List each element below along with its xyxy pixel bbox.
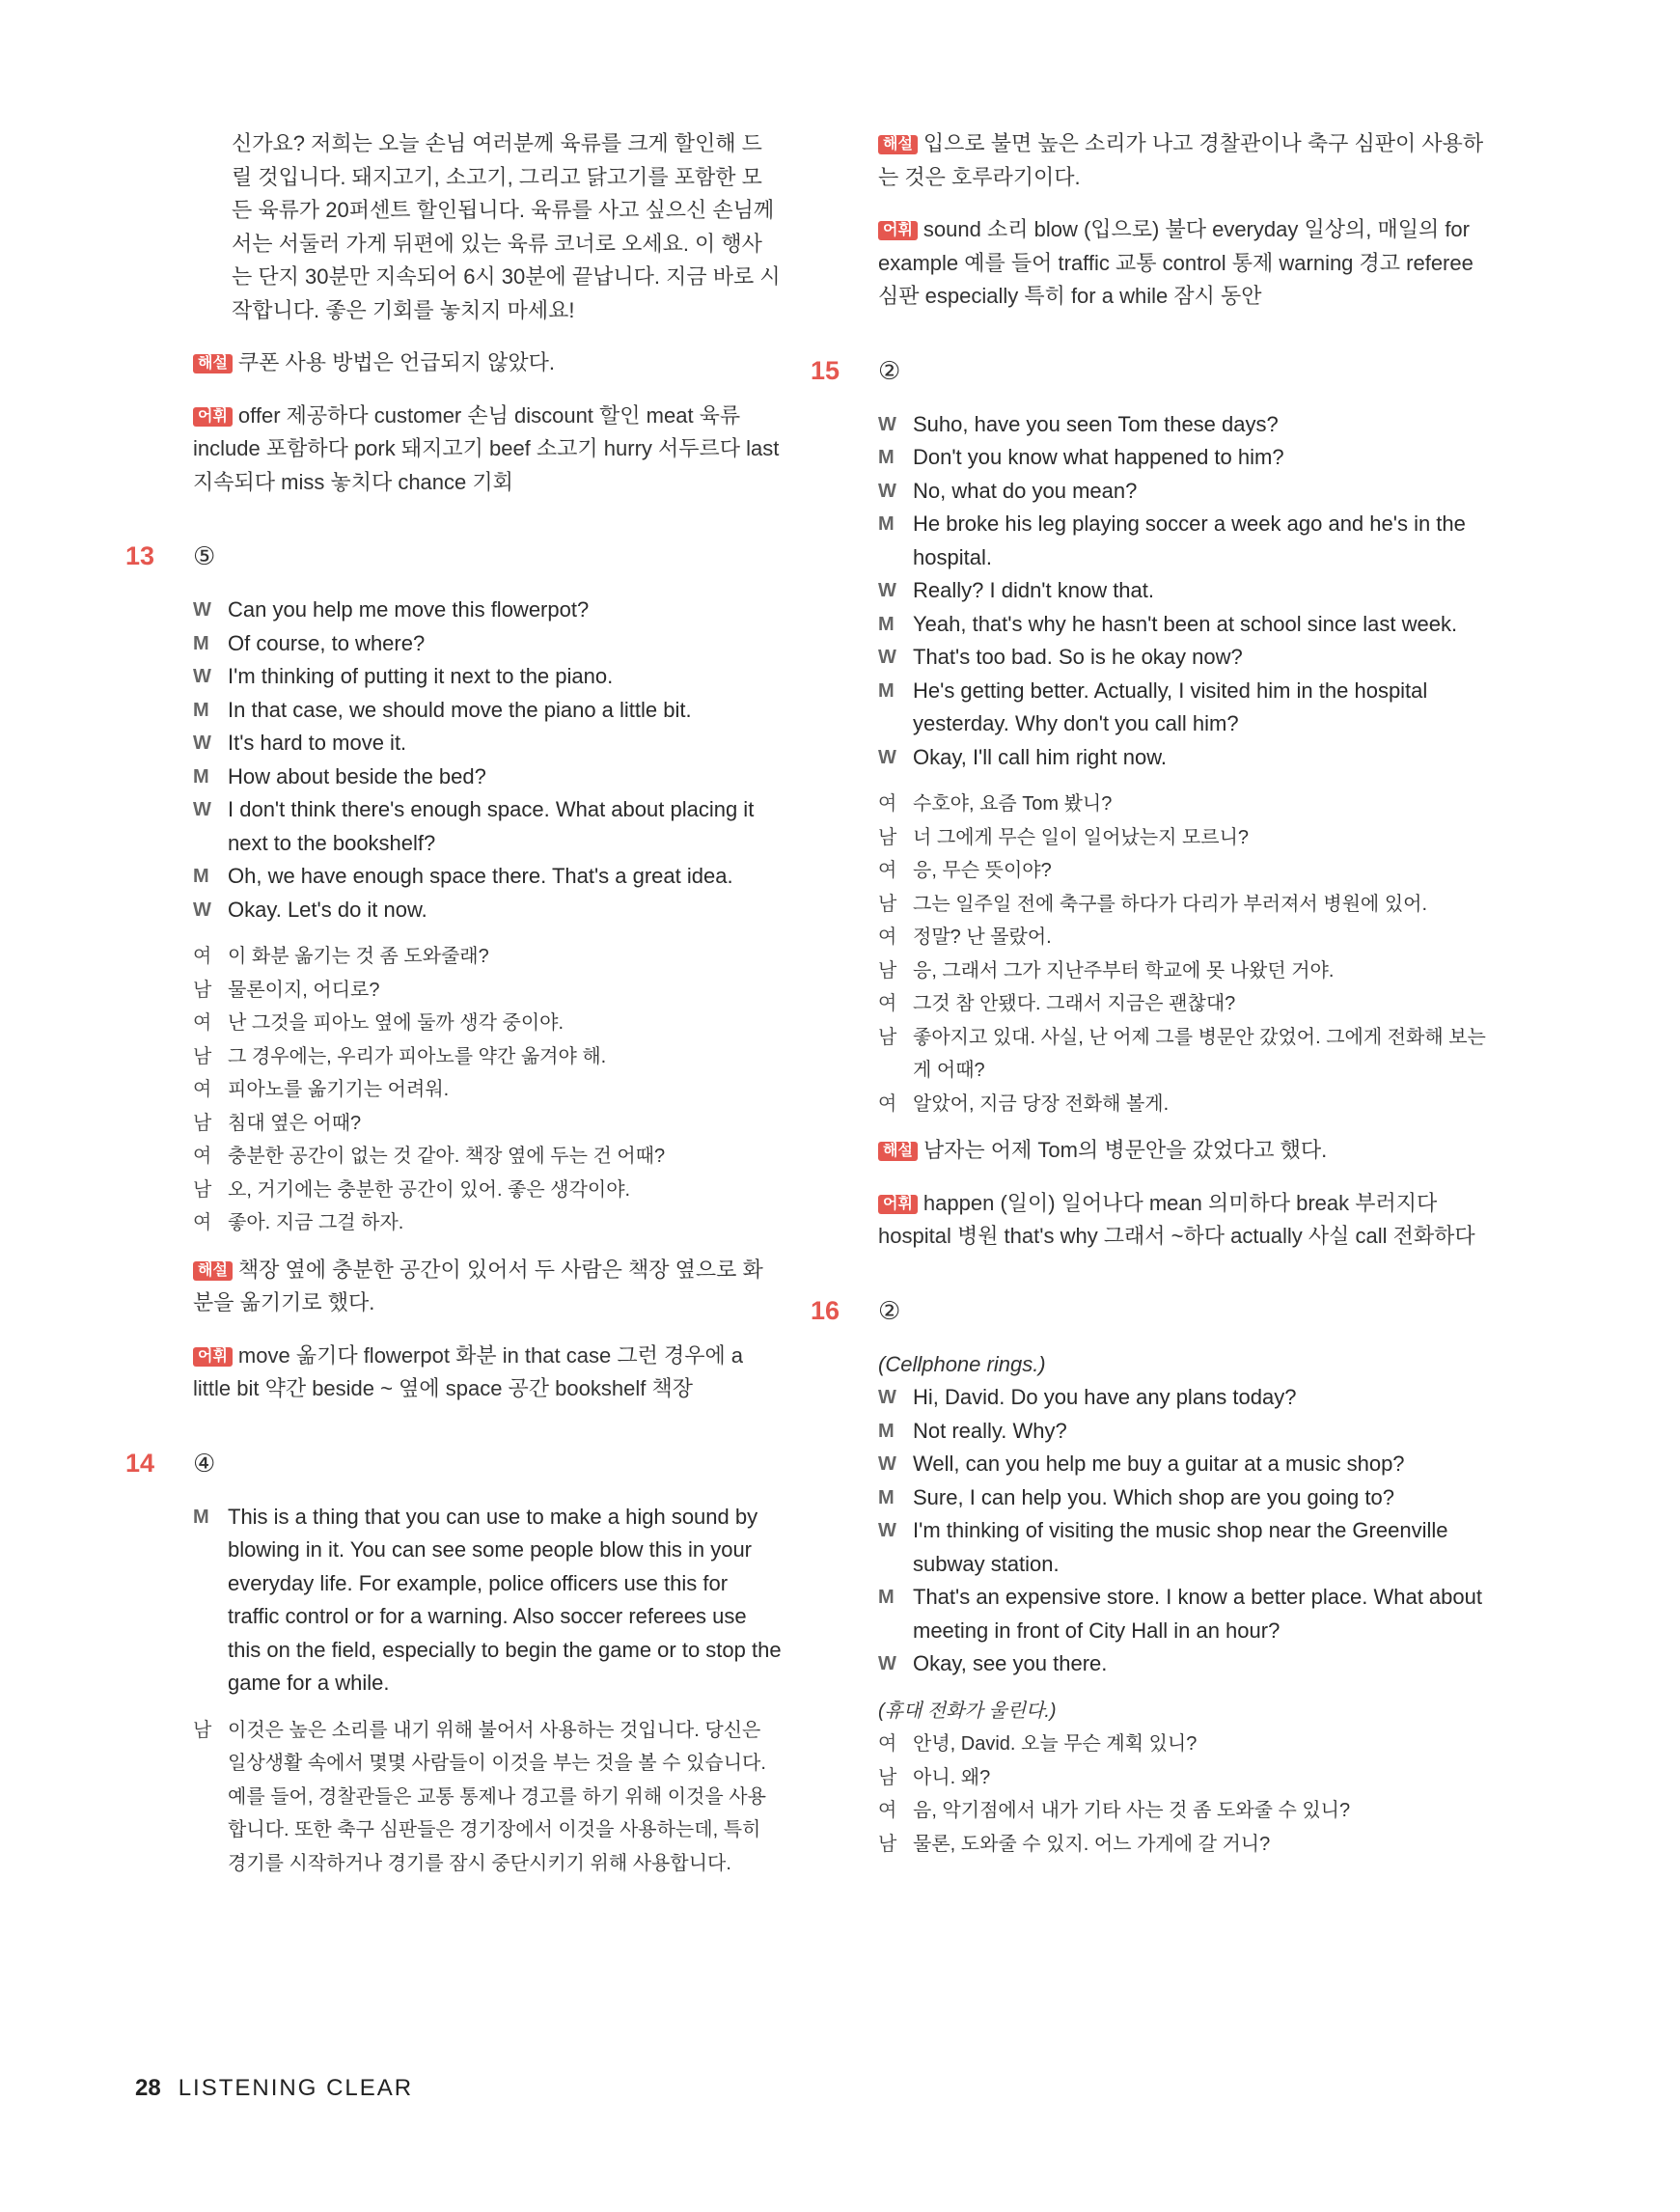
answer-choice: ⑤ bbox=[193, 541, 216, 570]
answer-choice: ② bbox=[878, 1295, 901, 1325]
speaker-label: W bbox=[193, 733, 211, 754]
line-text: He broke his leg playing soccer a week ago and he's in the hospital. bbox=[913, 512, 1466, 569]
line-text: Oh, we have enough space there. That's a great idea. bbox=[228, 864, 733, 888]
line-text: 물론, 도와줄 수 있지. 어느 가게에 갈 거니? bbox=[913, 1833, 1271, 1855]
speaker-label: 여 bbox=[878, 1733, 897, 1755]
translation-line bbox=[878, 821, 1486, 855]
line-text: I'm thinking of putting it next to the piano. bbox=[228, 664, 614, 688]
q16-korean bbox=[878, 1728, 1486, 1861]
speaker-label: M bbox=[878, 447, 895, 468]
line-text: 피아노를 옮기기는 어려워. bbox=[228, 1079, 450, 1100]
dialogue-line bbox=[193, 694, 782, 728]
dialogue-line bbox=[193, 860, 782, 894]
speaker-label: 여 bbox=[878, 993, 897, 1014]
q16-dialogue bbox=[878, 1381, 1486, 1681]
q15-header bbox=[811, 354, 1486, 387]
translation-line bbox=[878, 1728, 1486, 1761]
line-text: Yeah, that's why he hasn't been at school since last week. bbox=[913, 611, 1458, 636]
speaker-label: 여 bbox=[193, 1079, 212, 1100]
line-text: Okay. Let's do it now. bbox=[228, 897, 427, 922]
speaker-label: W bbox=[193, 799, 211, 820]
line-text: 물론이지, 어디로? bbox=[228, 979, 380, 1001]
page-footer bbox=[135, 2075, 413, 2102]
line-text: 침대 옆은 어때? bbox=[228, 1112, 362, 1134]
explain-tag: 해설 bbox=[193, 1261, 233, 1281]
q13-header bbox=[125, 539, 782, 572]
dialogue-line bbox=[193, 1501, 782, 1700]
q14-korean bbox=[193, 1714, 782, 1881]
line-text: 이 화분 옮기는 것 좀 도와줄래? bbox=[228, 946, 489, 967]
dialogue-line bbox=[878, 741, 1486, 775]
line-text: 그것 참 안됐다. 그래서 지금은 괜찮대? bbox=[913, 993, 1236, 1014]
question-number: 16 bbox=[811, 1295, 840, 1325]
line-text: 너 그에게 무슨 일이 일어났는지 모르니? bbox=[913, 826, 1250, 848]
dialogue-line bbox=[878, 675, 1486, 741]
translation-line bbox=[193, 940, 782, 974]
line-text: Of course, to where? bbox=[228, 630, 426, 655]
line-text: Really? I didn't know that. bbox=[913, 578, 1155, 602]
translation-line bbox=[878, 921, 1486, 954]
q15-vocabulary: 어휘 happen (일이) 일어나다 mean 의미하다 break 부러지다 hospital 병원 that's why 그래서 ~하다 actually 사실 call 전화하다 bbox=[878, 1190, 1475, 1248]
translation-line bbox=[878, 1088, 1486, 1121]
speaker-label: 남 bbox=[878, 826, 897, 848]
translation-line bbox=[193, 1206, 782, 1240]
dialogue-line bbox=[193, 594, 782, 627]
dialogue-line bbox=[193, 627, 782, 661]
line-text: 좋아지고 있대. 사실, 난 어제 그를 병문안 갔었어. 그에게 전화해 보는 게 어때? bbox=[913, 1026, 1486, 1081]
dialogue-line bbox=[878, 1581, 1486, 1647]
translation-line bbox=[878, 1794, 1486, 1828]
dialogue-line bbox=[878, 1415, 1486, 1449]
translation-line bbox=[193, 1140, 782, 1174]
dialogue-line bbox=[193, 894, 782, 927]
dialogue-line bbox=[878, 641, 1486, 675]
translation-line bbox=[878, 854, 1486, 888]
line-text: No, what do you mean? bbox=[913, 478, 1138, 503]
line-text: 응, 그래서 그가 지난주부터 학교에 못 나왔던 거야. bbox=[913, 959, 1335, 982]
translation-line bbox=[193, 1714, 782, 1881]
dialogue-line bbox=[878, 1448, 1486, 1481]
dialogue-line bbox=[878, 508, 1486, 574]
dialogue-line bbox=[878, 574, 1486, 608]
translation-line bbox=[878, 888, 1486, 922]
line-text: 이것은 높은 소리를 내기 위해 불어서 사용하는 것입니다. 당신은 일상생활 속에서 몇몇 사람들이 이것을 부는 것을 볼 수 있습니다. 예를 들어, 경찰관들은 교통 통제나 경고를 하기 위해 이것을 사용합니다. 또한 축구 심판들은 경기장에서 이것을 사용하는데, 특히 경기를 시작하거나 경기를 잠시 중단시키기 위해 사용합니다. bbox=[228, 1719, 766, 1874]
speaker-label: M bbox=[878, 513, 895, 535]
line-text: 정말? 난 몰랐어. bbox=[913, 926, 1052, 948]
line-text: It's hard to move it. bbox=[228, 731, 407, 755]
line-text: Can you help me move this flowerpot? bbox=[228, 597, 590, 622]
speaker-label: W bbox=[878, 580, 896, 601]
speaker-label: M bbox=[193, 632, 209, 654]
speaker-label: 여 bbox=[193, 1012, 212, 1034]
translation-line bbox=[878, 788, 1486, 821]
q14-vocabulary: 어휘 sound 소리 blow (입으로) 불다 everyday 일상의, 매일의 for example 예를 들어 traffic 교통 control 통제 warning 경고 referee 심판 especially 특히 for a while 잠시 동안 bbox=[878, 217, 1473, 308]
speaker-label: W bbox=[878, 1453, 896, 1475]
vocab-tag: 어휘 bbox=[193, 407, 233, 427]
q13-korean bbox=[193, 940, 782, 1240]
q12-explanation: 해설 쿠폰 사용 방법은 언급되지 않았다. bbox=[193, 346, 782, 380]
line-text: Okay, see you there. bbox=[913, 1651, 1108, 1675]
line-text: In that case, we should move the piano a little bit. bbox=[228, 697, 692, 722]
line-text: Sure, I can help you. Which shop are you going to? bbox=[913, 1484, 1394, 1509]
speaker-label: W bbox=[193, 666, 211, 687]
translation-line bbox=[878, 1761, 1486, 1795]
speaker-label: 남 bbox=[878, 1833, 897, 1855]
speaker-label: 남 bbox=[878, 959, 897, 982]
question-number: 13 bbox=[125, 541, 155, 570]
q15-korean bbox=[878, 788, 1486, 1120]
stage-direction-korean: (휴대 전화가 울린다.) bbox=[878, 1700, 1057, 1722]
q14-explanation: 해설 입으로 불면 높은 소리가 나고 경찰관이나 축구 심판이 사용하는 것은 호루라기이다. bbox=[878, 131, 1484, 189]
q14-script bbox=[193, 1501, 782, 1700]
answer-choice: ④ bbox=[193, 1448, 216, 1478]
speaker-label: 남 bbox=[193, 1045, 212, 1067]
speaker-label: W bbox=[878, 1387, 896, 1408]
q15-explanation: 해설 남자는 어제 Tom의 병문안을 갔었다고 했다. bbox=[878, 1134, 1486, 1168]
line-text: I don't think there's enough space. What about placing it next to the bookshelf? bbox=[228, 797, 755, 855]
dialogue-line bbox=[878, 475, 1486, 509]
page-number: 28 bbox=[135, 2075, 161, 2101]
speaker-label: M bbox=[878, 1420, 895, 1442]
speaker-label: W bbox=[878, 746, 896, 768]
right-column bbox=[811, 127, 1486, 1874]
line-text: He's getting better. Actually, I visited him in the hospital yesterday. Why don't you call him? bbox=[913, 677, 1428, 735]
speaker-label: 남 bbox=[193, 979, 212, 1001]
dialogue-line bbox=[878, 1514, 1486, 1581]
speaker-label: M bbox=[878, 1587, 895, 1608]
line-text: That's an expensive store. I know a better place. What about meeting in front of City Hall in an hour? bbox=[913, 1585, 1482, 1643]
explain-tag: 해설 bbox=[878, 135, 918, 154]
speaker-label: M bbox=[193, 765, 209, 788]
left-column bbox=[125, 127, 782, 1894]
speaker-label: M bbox=[193, 699, 209, 721]
line-text: Don't you know what happened to him? bbox=[913, 445, 1284, 469]
speaker-label: M bbox=[193, 866, 209, 887]
vocab-tag: 어휘 bbox=[193, 1347, 233, 1367]
answer-choice: ② bbox=[878, 355, 901, 385]
dialogue-line bbox=[878, 1647, 1486, 1681]
dialogue-line bbox=[193, 660, 782, 694]
question-number: 15 bbox=[811, 355, 840, 385]
speaker-label: M bbox=[878, 679, 895, 702]
line-text: 응, 무슨 뜻이야? bbox=[913, 860, 1052, 881]
q13-explanation: 해설 책장 옆에 충분한 공간이 있어서 두 사람은 책장 옆으로 화분을 옮기기로 했다. bbox=[193, 1257, 763, 1314]
line-text: Okay, I'll call him right now. bbox=[913, 744, 1167, 769]
speaker-label: W bbox=[193, 899, 211, 921]
speaker-label: M bbox=[878, 1486, 895, 1508]
speaker-label: M bbox=[193, 1506, 209, 1528]
speaker-label: 남 bbox=[193, 1112, 212, 1134]
line-text: That's too bad. So is he okay now? bbox=[913, 645, 1243, 669]
dialogue-line bbox=[193, 727, 782, 760]
explain-tag: 해설 bbox=[193, 354, 233, 373]
dialogue-line bbox=[193, 793, 782, 860]
line-text: 알았어, 지금 당장 전화해 볼게. bbox=[913, 1092, 1170, 1115]
speaker-label: W bbox=[878, 413, 896, 435]
speaker-label: W bbox=[878, 647, 896, 668]
speaker-label: 남 bbox=[878, 1026, 897, 1048]
line-text: 난 그것을 피아노 옆에 둘까 생각 중이야. bbox=[228, 1012, 565, 1034]
speaker-label: 여 bbox=[878, 926, 897, 948]
speaker-label: 남 bbox=[193, 1178, 212, 1201]
speaker-label: M bbox=[878, 613, 895, 635]
speaker-label: 여 bbox=[193, 1212, 212, 1233]
line-text: This is a thing that you can use to make a high sound by blowing in it. You can see some people blow this in your everyday life. For example, police officers use this for traffic control or for a warning. Also soccer referees use this on the field, especially to begin the game or to stop the game for a while. bbox=[228, 1504, 782, 1695]
line-text: 그 경우에는, 우리가 피아노를 약간 옮겨야 해. bbox=[228, 1045, 607, 1067]
speaker-label: 여 bbox=[878, 1800, 897, 1821]
dialogue-line bbox=[878, 408, 1486, 442]
translation-line bbox=[193, 1040, 782, 1074]
line-text: 좋아. 지금 그걸 하자. bbox=[228, 1212, 404, 1233]
dialogue-line bbox=[878, 1381, 1486, 1415]
translation-line bbox=[878, 987, 1486, 1021]
line-text: Hi, David. Do you have any plans today? bbox=[913, 1385, 1297, 1409]
vocab-tag: 어휘 bbox=[878, 1195, 918, 1214]
speaker-label: 남 bbox=[878, 1766, 897, 1788]
dialogue-line bbox=[878, 1481, 1486, 1515]
translation-line bbox=[878, 1021, 1486, 1088]
dialogue-line bbox=[193, 760, 782, 794]
line-text: 음, 악기점에서 내가 기타 사는 것 좀 도와줄 수 있니? bbox=[913, 1800, 1351, 1821]
q14-header bbox=[125, 1447, 782, 1479]
line-text: 안녕, David. 오늘 무슨 계획 있니? bbox=[913, 1733, 1198, 1755]
q12-korean-continued: 신가요? 저희는 오늘 손님 여러분께 육류를 크게 할인해 드릴 것입니다. 돼지고기, 소고기, 그리고 닭고기를 포함한 모든 육류가 20퍼센트 할인됩니다. 육류를 사고 싶으신 손님께서는 서둘러 가게 뒤편에 있는 육류 코너로 오세요. 이 행사는 단지 30분만 지속되어 6시 30분에 끝납니다. 지금 바로 시작합니다. 좋은 기회를 놓치지 마세요! bbox=[232, 131, 781, 322]
translation-line bbox=[193, 1107, 782, 1141]
translation-line bbox=[878, 1828, 1486, 1862]
speaker-label: 여 bbox=[193, 946, 212, 967]
speaker-label: 여 bbox=[878, 1092, 897, 1115]
speaker-label: 여 bbox=[878, 793, 897, 815]
line-text: 그는 일주일 전에 축구를 하다가 다리가 부러져서 병원에 있어. bbox=[913, 893, 1428, 915]
translation-line bbox=[193, 1007, 782, 1040]
q12-vocabulary: 어휘 offer 제공하다 customer 손님 discount 할인 meat 육류 include 포함하다 pork 돼지고기 beef 소고기 hurry 서두르다 last 지속되다 miss 놓치다 chance 기회 bbox=[193, 402, 780, 494]
vocab-tag: 어휘 bbox=[878, 221, 918, 240]
stage-direction: (Cellphone rings.) bbox=[878, 1351, 1046, 1376]
translation-line bbox=[193, 1174, 782, 1207]
dialogue-line bbox=[878, 608, 1486, 642]
speaker-label: W bbox=[878, 480, 896, 502]
translation-line bbox=[193, 974, 782, 1008]
line-text: 수호야, 요즘 Tom 봤니? bbox=[913, 793, 1113, 815]
line-text: 오, 거기에는 충분한 공간이 있어. 좋은 생각이야. bbox=[228, 1178, 631, 1201]
speaker-label: 여 bbox=[878, 860, 897, 881]
q13-vocabulary: 어휘 move 옮기다 flowerpot 화분 in that case 그런 경우에 a little bit 약간 beside ~ 옆에 space 공간 bookshelf 책장 bbox=[193, 1342, 744, 1400]
q16-header bbox=[811, 1294, 1486, 1327]
explain-tag: 해설 bbox=[878, 1142, 918, 1161]
q15-dialogue bbox=[878, 408, 1486, 775]
speaker-label: W bbox=[878, 1653, 896, 1674]
line-text: Well, can you help me buy a guitar at a music shop? bbox=[913, 1452, 1405, 1476]
speaker-label: W bbox=[193, 599, 211, 621]
line-text: Not really. Why? bbox=[913, 1418, 1067, 1443]
speaker-label: W bbox=[878, 1520, 896, 1541]
translation-line bbox=[193, 1073, 782, 1107]
line-text: How about beside the bed? bbox=[228, 763, 486, 788]
line-text: Suho, have you seen Tom these days? bbox=[913, 411, 1279, 436]
q13-dialogue bbox=[193, 594, 782, 926]
dialogue-line bbox=[878, 441, 1486, 475]
speaker-label: 여 bbox=[193, 1146, 212, 1167]
translation-line bbox=[878, 954, 1486, 988]
speaker-label: 남 bbox=[193, 1719, 212, 1741]
line-text: 충분한 공간이 없는 것 같아. 책장 옆에 두는 건 어때? bbox=[228, 1146, 666, 1167]
speaker-label: 남 bbox=[878, 893, 897, 915]
line-text: I'm thinking of visiting the music shop near the Greenville subway station. bbox=[913, 1518, 1448, 1576]
question-number: 14 bbox=[125, 1448, 155, 1478]
book-title: LISTENING CLEAR bbox=[178, 2075, 414, 2101]
line-text: 아니. 왜? bbox=[913, 1766, 991, 1788]
